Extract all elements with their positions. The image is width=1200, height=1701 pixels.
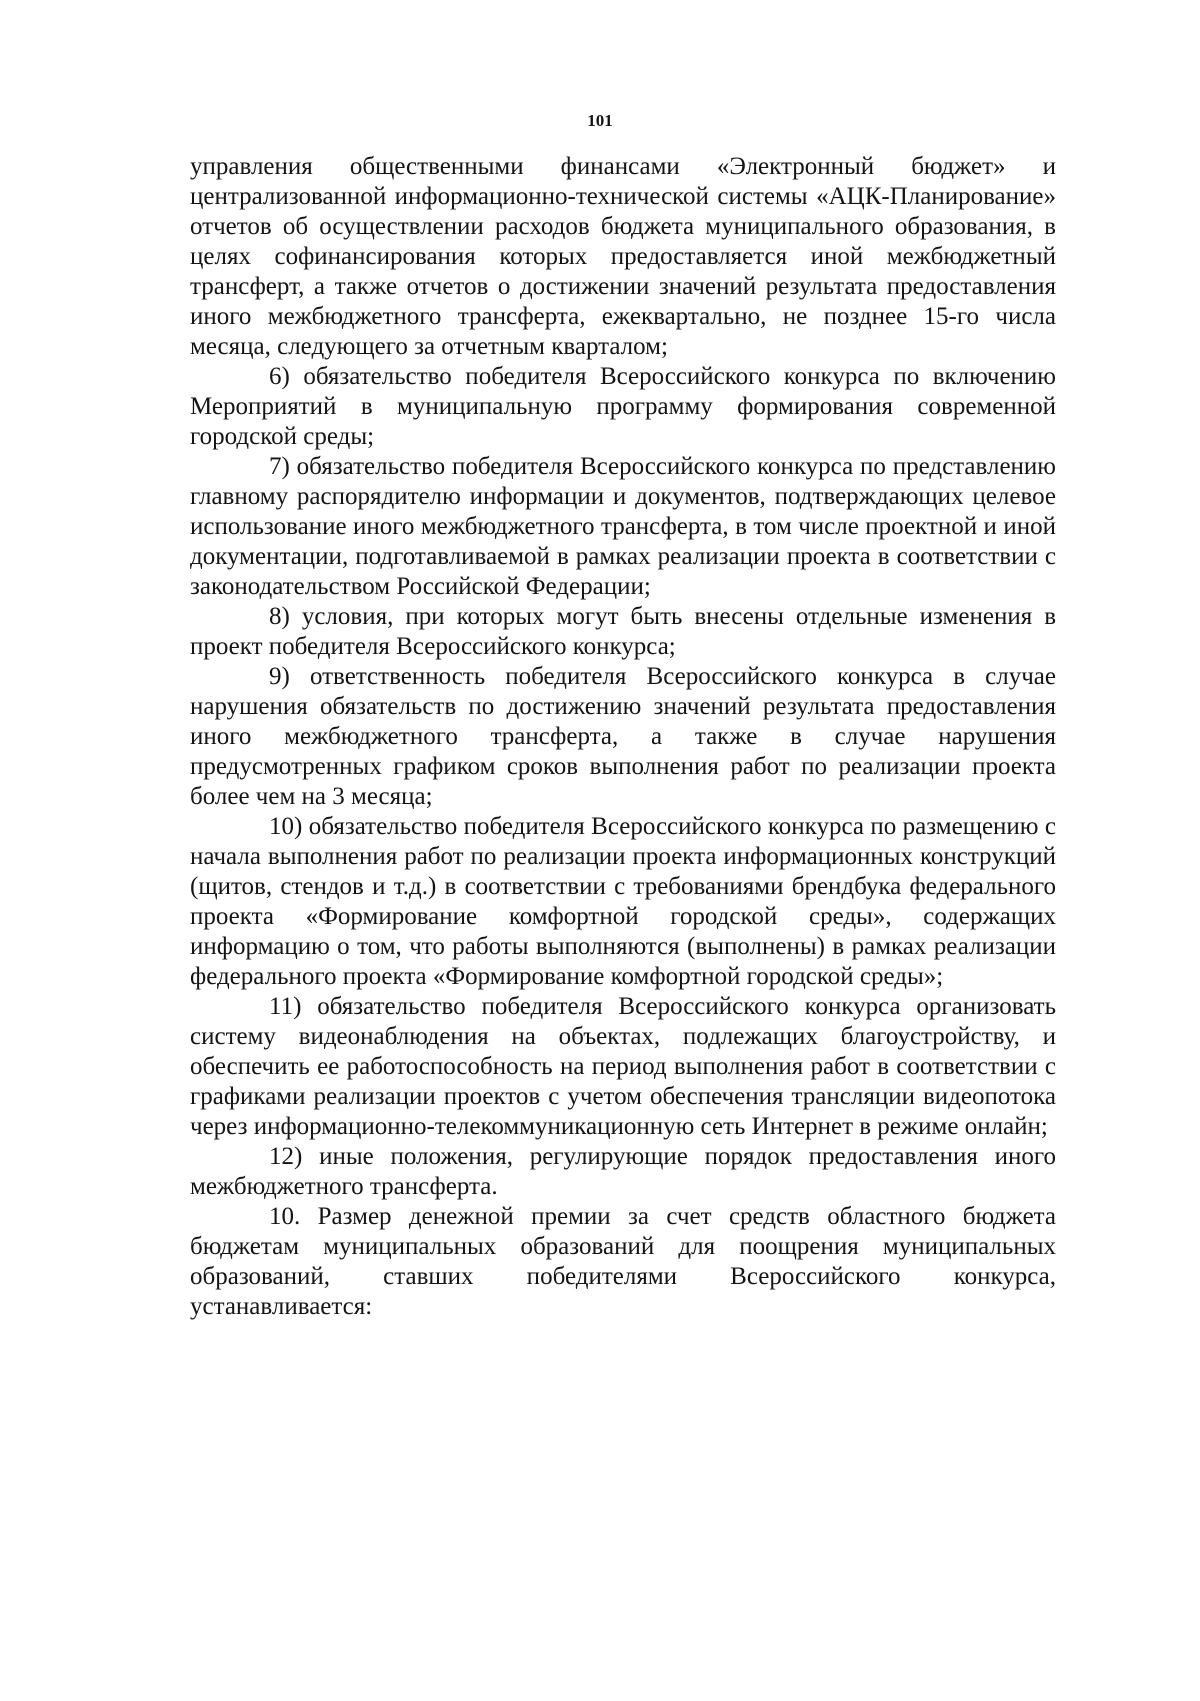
page-number: 101 [587,111,613,130]
paragraph-section-10: 10. Размер денежной премии за счет средств областного бюджета бюджетам муниципальных образований для поощрения муниципальных образований, ставших победителями Всероссийского конкурса, устанавливается: [190,1203,1056,1320]
document-body [190,152,1056,1322]
paragraph-item-6: 6) обязательство победителя Всероссийского конкурса по включению Мероприятий в муниципальную программу формирования современной городской среды; [190,363,1056,450]
paragraph-item-10: 10) обязательство победителя Всероссийского конкурса по размещению с начала выполнения работ по реализации проекта информационных конструкций (щитов, стендов и т.д.) в соответствии с требованиями брендбука федерального проекта «Формирование комфортной городской среды», содержащих информацию о том, что работы выполняются (выполнены) в рамках реализации федерального проекта «Формирование комфортной городской среды»; [190,813,1056,990]
paragraph-item-7: 7) обязательство победителя Всероссийского конкурса по представлению главному распорядителю информации и документов, подтверждающих целевое использование иного межбюджетного трансферта, в том числе проектной и иной документации, подготавливаемой в рамках реализации проекта в соответствии с законодательством Российской Федерации; [190,453,1056,600]
paragraph-item-11: 11) обязательство победителя Всероссийского конкурса организовать систему видеонаблюдения на объектах, подлежащих благоустройству, и обеспечить ее работоспособность на период выполнения работ в соответствии с графиками реализации проектов с учетом обеспечения трансляции видеопотока через информационно-телекоммуникационную сеть Интернет в режиме онлайн; [190,993,1056,1140]
paragraph-item-8: 8) условия, при которых могут быть внесены отдельные изменения в проект победителя Всероссийского конкурса; [190,603,1056,660]
paragraph-item-12: 12) иные положения, регулирующие порядок предоставления иного межбюджетного трансферта. [190,1143,1056,1200]
paragraph-continuation: управления общественными финансами «Электронный бюджет» и централизованной информационно-технической системы «АЦК-Планирование» отчетов об осуществлении расходов бюджета муниципального образования, в целях софинансирования которых предоставляется иной межбюджетный трансферт, а также отчетов о достижении значений результата предоставления иного межбюджетного трансферта, ежеквартально, не позднее 15-го числа месяца, следующего за отчетным кварталом; [190,153,1056,360]
paragraph-item-9: 9) ответственность победителя Всероссийского конкурса в случае нарушения обязательств по достижению значений результата предоставления иного межбюджетного трансферта, а также в случае нарушения предусмотренных графиком сроков выполнения работ по реализации проекта более чем на 3 месяца; [190,663,1056,810]
